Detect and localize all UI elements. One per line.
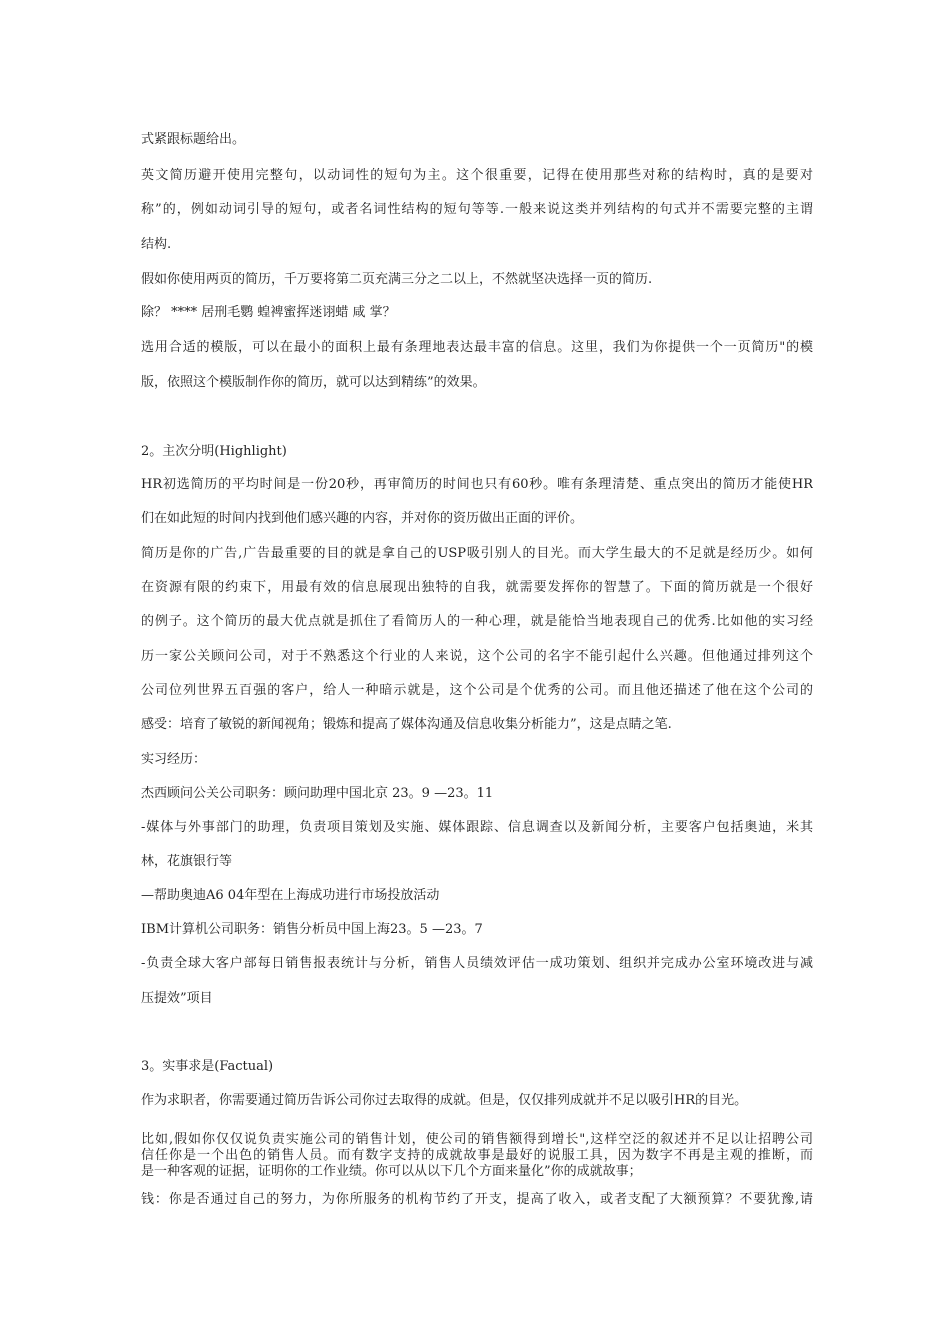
text-line: -负责全球大客户部每日销售报表统计与分析，销售人员绩效评估一成功策划、组织并完成办公室环境改进与减	[141, 956, 813, 971]
text-line: 钱：你是否通过自己的努力，为你所服务的机构节约了开支，提高了收入，或者支配了大额预算？不要犹豫,请	[141, 1192, 813, 1207]
text-line: —帮助奥迪A6 04年型在上海成功进行市场投放活动	[141, 888, 440, 903]
text-line: 感受：培育了敏锐的新闻视角；锻炼和提高了媒体沟通及信息收集分析能力”，这是点睛之笔.	[141, 717, 672, 732]
text-line: 是一种客观的证据，证明你的工作业绩。你可以从以下几个方面来量化”你的成就故事；	[141, 1164, 642, 1179]
text-line: 历一家公关顾问公司，对于不熟悉这个行业的人来说，这个公司的名字不能引起什么兴趣。但他通过排列这个	[141, 649, 813, 664]
text-line: 实习经历：	[141, 752, 207, 767]
text-line: 简历是你的广告,广告最重要的目的就是拿自己的USP吸引别人的目光。而大学生最大的不足就是经历少。如何	[141, 546, 813, 561]
text-line: 称”的，例如动词引导的短句，或者名词性结构的短句等等.一般来说这类并列结构的句式并不需要完整的主谓	[141, 202, 813, 217]
text-line: 林，花旗银行等	[141, 854, 233, 869]
text-line: HR初选简历的平均时间是一份20秒，再审简历的时间也只有60秒。唯有条理清楚、重点突出的简历才能使HR	[141, 477, 813, 492]
text-line: 比如,假如你仅仅说负责实施公司的销售计划，使公司的销售额得到增长",这样空泛的叙述并不足以让招聘公司	[141, 1132, 813, 1147]
text-line: 选用合适的模版，可以在最小的面积上最有条理地表达最丰富的信息。这里，我们为你提供一个一页简历"的模	[141, 340, 813, 355]
text-line: 信任你是一个出色的销售人员。而有数字支持的成就故事是最好的说服工具，因为数字不再是主观的推断，而	[141, 1148, 813, 1163]
text-line: IBM计算机公司职务：销售分析员中国上海23。5 —23。7	[141, 922, 483, 937]
text-line: 公司位列世界五百强的客户，给人一种暗示就是，这个公司是个优秀的公司。而且他还描述了他在这个公司的	[141, 683, 813, 698]
text-line: 压提效”项目	[141, 991, 213, 1006]
text-line: 式紧跟标题给出。	[141, 132, 246, 147]
text-line: 假如你使用两页的简历，千万要将第二页充满三分之二以上，不然就坚决选择一页的简历.	[141, 272, 653, 287]
text-line: -媒体与外事部门的助理，负责项目策划及实施、媒体跟踪、信息调查以及新闻分析，主要客户包括奥迪，米其	[141, 820, 813, 835]
section-heading: 2。主次分明(Highlight)	[141, 444, 287, 459]
text-line: 在资源有限的约束下，用最有效的信息展现出独特的自我，就需要发挥你的智慧了。下面的简历就是一个很好	[141, 580, 813, 595]
text-line: 版，依照这个模版制作你的简历，就可以达到精练”的效果。	[141, 375, 486, 390]
text-line: 杰西顾问公关公司职务：顾问助理中国北京 23。9 —23。11	[141, 786, 494, 801]
text-line: 除？ **** 居刑毛鹦 蝗裨蜜挥迷诩蜡 咸 掌？	[141, 305, 396, 320]
text-line: 们在如此短的时间内找到他们感兴趣的内容，并对你的资历做出正面的评价。	[141, 511, 584, 526]
text-line: 作为求职者，你需要通过简历告诉公司你过去取得的成就。但是，仅仅排列成就并不足以吸引HR的目光。	[141, 1093, 748, 1108]
text-line: 英文简历避开使用完整句，以动词性的短句为主。这个很重要，记得在使用那些对称的结构时，真的是要对	[141, 168, 813, 183]
text-line: 的例子。这个简历的最大优点就是抓住了看简历人的一种心理，就是能恰当地表现自己的优秀.比如他的实习经	[141, 614, 813, 629]
section-heading: 3。实事求是(Factual)	[141, 1059, 274, 1074]
text-line: 结构.	[141, 237, 172, 252]
